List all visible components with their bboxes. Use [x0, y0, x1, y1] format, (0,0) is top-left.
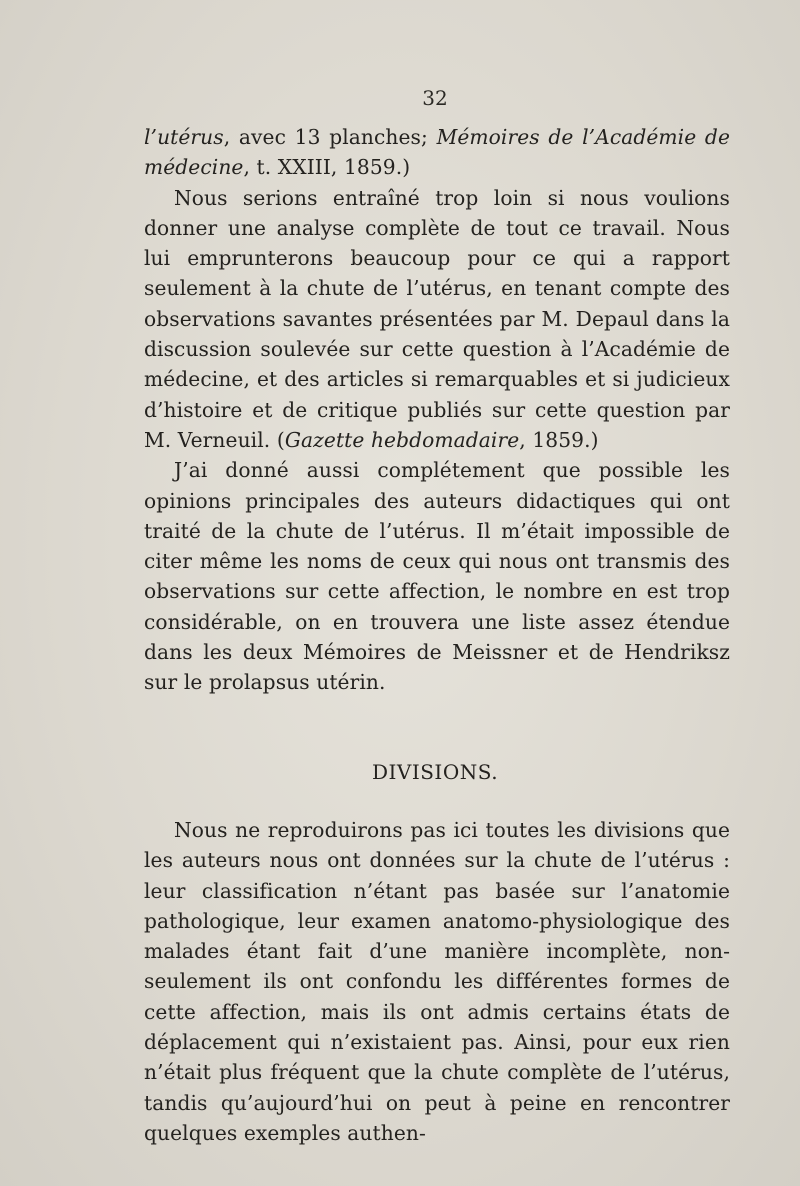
text-run: , 1859.) — [519, 427, 599, 452]
page-number: 32 — [422, 86, 448, 110]
text-run: J’ai donné aussi complétement que possible les opinions principales des auteurs didactiques qui ont traité de la chute de l’utérus. Il m’était impossible de citer même les noms de ceux qui nous ont transmis des observations sur cette affection, le nombre en est trop considérable, on en trouvera une liste assez étendue dans les deux Mémoires de Meissner et de Hendriksz sur le prolapsus utérin. — [144, 458, 730, 695]
italic-run: Gazette hebdomadaire — [284, 427, 520, 452]
text-run: Nous serions entraîné trop loin si nous voulions donner une analyse complète de tout ce travail. Nous lui emprunterons beaucoup pour ce qui a rapport seulement à la chute de l’utérus, en tenant compte des observations savantes présentées par M. Depaul dans la discussion soulevée sur cette question à l’Académie de médecine, et des articles si remarquables et si judicieux d’histoire et de critique publiés sur cette question par M. Verneuil. ( — [144, 185, 730, 452]
italic-run: Mémoires de l’Académie de médecine — [144, 125, 730, 180]
paragraph — [144, 815, 730, 1148]
section-heading: DIVISIONS. — [371, 760, 499, 784]
paragraph — [144, 455, 730, 697]
text-run: Nous ne reproduirons pas ici toutes les divisions que les auteurs nous ont données sur la chute de l’utérus : leur classification n’étant pas basée sur l’anatomie pathologique, leur examen anatomo-physiologique des malades étant fait d’une manière incomplète, non-seulement ils ont confondu les différentes formes de cette affection, mais ils ont admis certains états de déplacement qui n’existaient pas. Ainsi, pour eux rien n’était plus fréquent que la chute complète de l’utérus, tandis qu’aujourd’hui on peut à peine en rencontrer quelques exemples authen- — [144, 818, 730, 1145]
paragraph — [144, 183, 730, 456]
text-run: , avec 13 planches; — [223, 125, 437, 149]
italic-run: l’utérus — [144, 125, 224, 149]
text-block-bottom — [144, 815, 730, 1148]
paragraph — [144, 122, 730, 183]
text-run: , t. XXIII, 1859.) — [243, 155, 411, 180]
text-block-top — [144, 122, 730, 698]
